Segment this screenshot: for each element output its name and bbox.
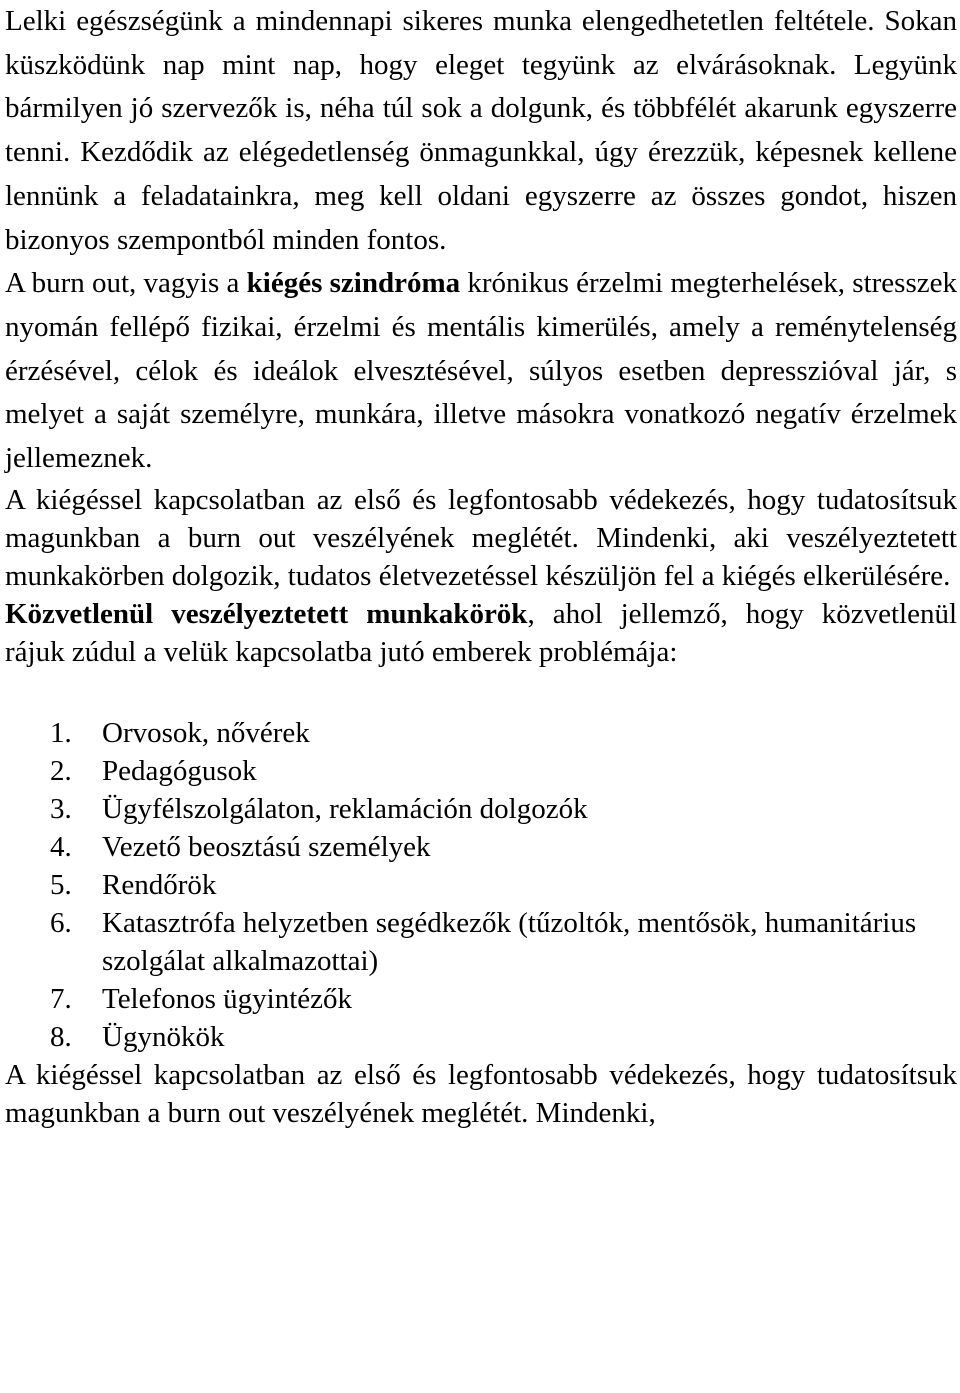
list-item bbox=[5, 904, 957, 980]
term-burnout-syndrome: kiégés szindróma bbox=[246, 267, 461, 300]
list-item-text: Rendőrök bbox=[102, 868, 217, 901]
paragraph-prevention: A kiégéssel kapcsolatban az első és legfontosabb védekezés, hogy tudatosítsuk magunkban a burn out veszélyének meglétét. Mindenki, aki veszélyeztetett munkakörben dolgozik, tudatos életvezetéssel készüljön fel a kiégés elkerülésére. bbox=[5, 483, 957, 592]
list-item-number: 8. bbox=[50, 1020, 72, 1053]
paragraph-burnout-definition bbox=[5, 262, 957, 481]
list-item-text: Vezető beosztású személyek bbox=[102, 830, 431, 863]
endangered-jobs-list bbox=[5, 714, 957, 1056]
paragraph-endangered-jobs bbox=[5, 595, 957, 671]
list-item-text: Telefonos ügyintézők bbox=[102, 982, 353, 1015]
list-item-number: 5. bbox=[50, 868, 72, 901]
list-item-text: Pedagógusok bbox=[102, 754, 257, 787]
endangered-jobs-text: , ahol jellemző, hogy közvetlenül rájuk zúdul a velük kapcsolatba jutó emberek problémája: bbox=[5, 597, 958, 668]
list-item-number: 2. bbox=[50, 754, 72, 787]
definition-body-text: krónikus érzelmi megterhelések, stresszek nyomán fellépő fizikai, érzelmi és mentális kimerülés, amely a reménytelenség érzésével, célok és ideálok elvesztésével, súlyos esetben depresszióval jár, s melyet a saját személyre, munkára, illetve másokra vonatkozó negatív érzelmek jellemeznek. bbox=[5, 267, 957, 475]
list-item bbox=[5, 1018, 957, 1056]
list-item-number: 7. bbox=[50, 982, 72, 1015]
term-endangered-jobs: Közvetlenül veszélyeztetett munkakörök bbox=[5, 597, 528, 630]
list-item bbox=[5, 828, 957, 866]
list-item bbox=[5, 714, 957, 752]
list-item-number: 4. bbox=[50, 830, 72, 863]
definition-lead-text: A burn out, vagyis a bbox=[5, 267, 247, 300]
list-item-text: Ügyfélszolgálaton, reklamáción dolgozók bbox=[102, 792, 588, 825]
list-item bbox=[5, 980, 957, 1018]
list-item bbox=[5, 866, 957, 904]
list-item-text: Orvosok, nővérek bbox=[102, 716, 310, 749]
list-item bbox=[5, 752, 957, 790]
list-item bbox=[5, 790, 957, 828]
document-page bbox=[5, 0, 957, 1132]
paragraph-prevention-repeat: A kiégéssel kapcsolatban az első és legfontosabb védekezés, hogy tudatosítsuk magunkban a burn out veszélyének meglétét. Mindenki, bbox=[5, 1058, 957, 1129]
list-item-text: Katasztrófa helyzetben segédkezők (tűzoltók, mentősök, humanitárius szolgálat alkalmazottai) bbox=[102, 906, 917, 977]
list-item-number: 3. bbox=[50, 792, 72, 825]
list-item-text: Ügynökök bbox=[102, 1020, 225, 1053]
list-item-number: 1. bbox=[50, 716, 72, 749]
list-item-number: 6. bbox=[50, 906, 72, 939]
paragraph-mental-health: Lelki egészségünk a mindennapi sikeres munka elengedhetetlen feltétele. Sokan küszködünk nap mint nap, hogy eleget tegyünk az elvárásoknak. Legyünk bármilyen jó szervezők is, néha túl sok a dolgunk, és többfélét akarunk egyszerre tenni. Kezdődik az elégedetlenség önmagunkkal, úgy érezzük, képesnek kellene lennünk a feladatainkra, meg kell oldani egyszerre az összes gondot, hiszen bizonyos szempontból minden fontos. bbox=[5, 5, 957, 256]
